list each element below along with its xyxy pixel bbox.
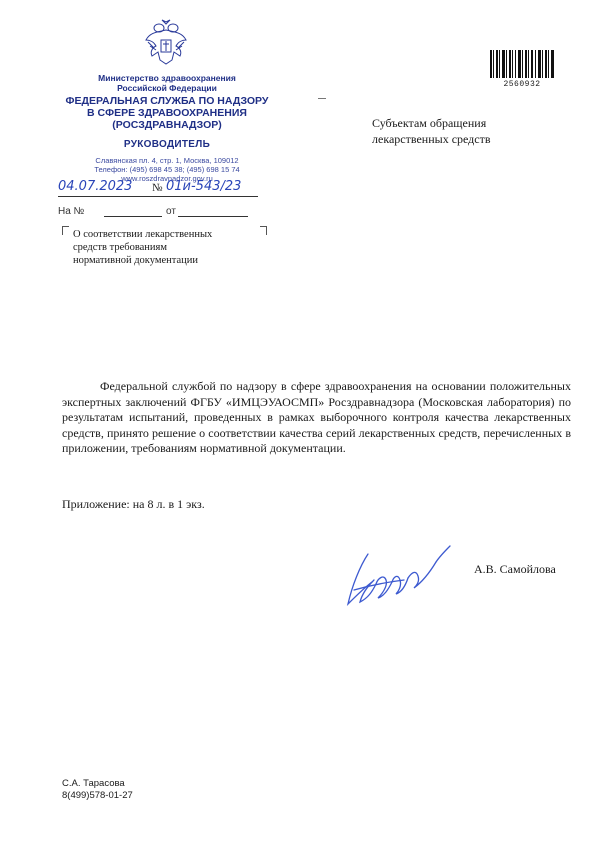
signer-name: А.В. Самойлова — [474, 562, 556, 576]
ministry-line-2: Российской Федерации — [117, 83, 217, 93]
addressee-block — [372, 115, 532, 147]
subject-line-3: нормативной документации — [73, 255, 199, 266]
ministry-name — [60, 73, 274, 93]
service-name — [50, 95, 284, 131]
letter-body — [62, 379, 571, 457]
reference-label: На № — [58, 206, 85, 217]
service-line-2: В СФЕРЕ ЗДРАВООХРАНЕНИЯ — [87, 107, 247, 119]
handwritten-signature — [338, 536, 468, 616]
address-line-2: Телефон: (495) 698 45 38; (495) 698 15 74 — [94, 165, 240, 174]
reference-number-line — [104, 216, 162, 217]
subject-block — [73, 228, 253, 267]
addressee-corner-mark — [318, 98, 326, 99]
russian-coat-of-arms-icon — [144, 18, 188, 68]
executor-block — [62, 778, 133, 802]
website: www.roszdravnadzor.gov.ru — [121, 174, 213, 183]
subject-bracket-left — [62, 226, 69, 235]
annex-note: Приложение: на 8 л. в 1 экз. — [62, 497, 205, 511]
executor-phone: 8(499)578-01-27 — [62, 790, 133, 801]
registration-number: 01и-543/23 — [166, 179, 242, 194]
service-line-1: ФЕДЕРАЛЬНАЯ СЛУЖБА ПО НАДЗОРУ — [65, 95, 269, 107]
addressee-line-2: лекарственных средств — [372, 132, 491, 146]
address-line-1: Славянская пл. 4, стр. 1, Москва, 109012 — [95, 156, 239, 165]
body-paragraph: Федеральной службой по надзору в сфере здравоохранения на основании положительных экспертных заключений ФГБУ «ИМЦЭУАОСМП» Росздравнадзора (Московская лаборатория) по результатам испытаний, проведенных в рамках выборочного контроля качества лекарственных средств, принято решение о соответствии качества серий лекарственных средств, перечисленных в приложении, требованиям нормативной документации. — [62, 379, 571, 455]
reference-date-label: от — [166, 206, 176, 217]
subject-line-1: О соответствии лекарственных — [73, 229, 213, 240]
addressee-line-1: Субъектам обращения — [372, 116, 487, 130]
subject-line-2: средств требованиям — [73, 242, 168, 253]
barcode — [490, 50, 554, 78]
service-line-3: (РОСЗДРАВНАДЗОР) — [112, 119, 222, 131]
number-sign: № — [152, 182, 163, 194]
subject-bracket-right — [260, 226, 267, 235]
ministry-line-1: Министерство здравоохранения — [98, 73, 236, 83]
registration-underline — [58, 196, 258, 197]
registration-date: 04.07.2023 — [58, 179, 133, 194]
reference-date-line — [178, 216, 248, 217]
position-title: РУКОВОДИТЕЛЬ — [123, 139, 211, 150]
barcode-number: 2560932 — [503, 80, 541, 89]
executor-name: С.А. Тарасова — [62, 778, 125, 789]
